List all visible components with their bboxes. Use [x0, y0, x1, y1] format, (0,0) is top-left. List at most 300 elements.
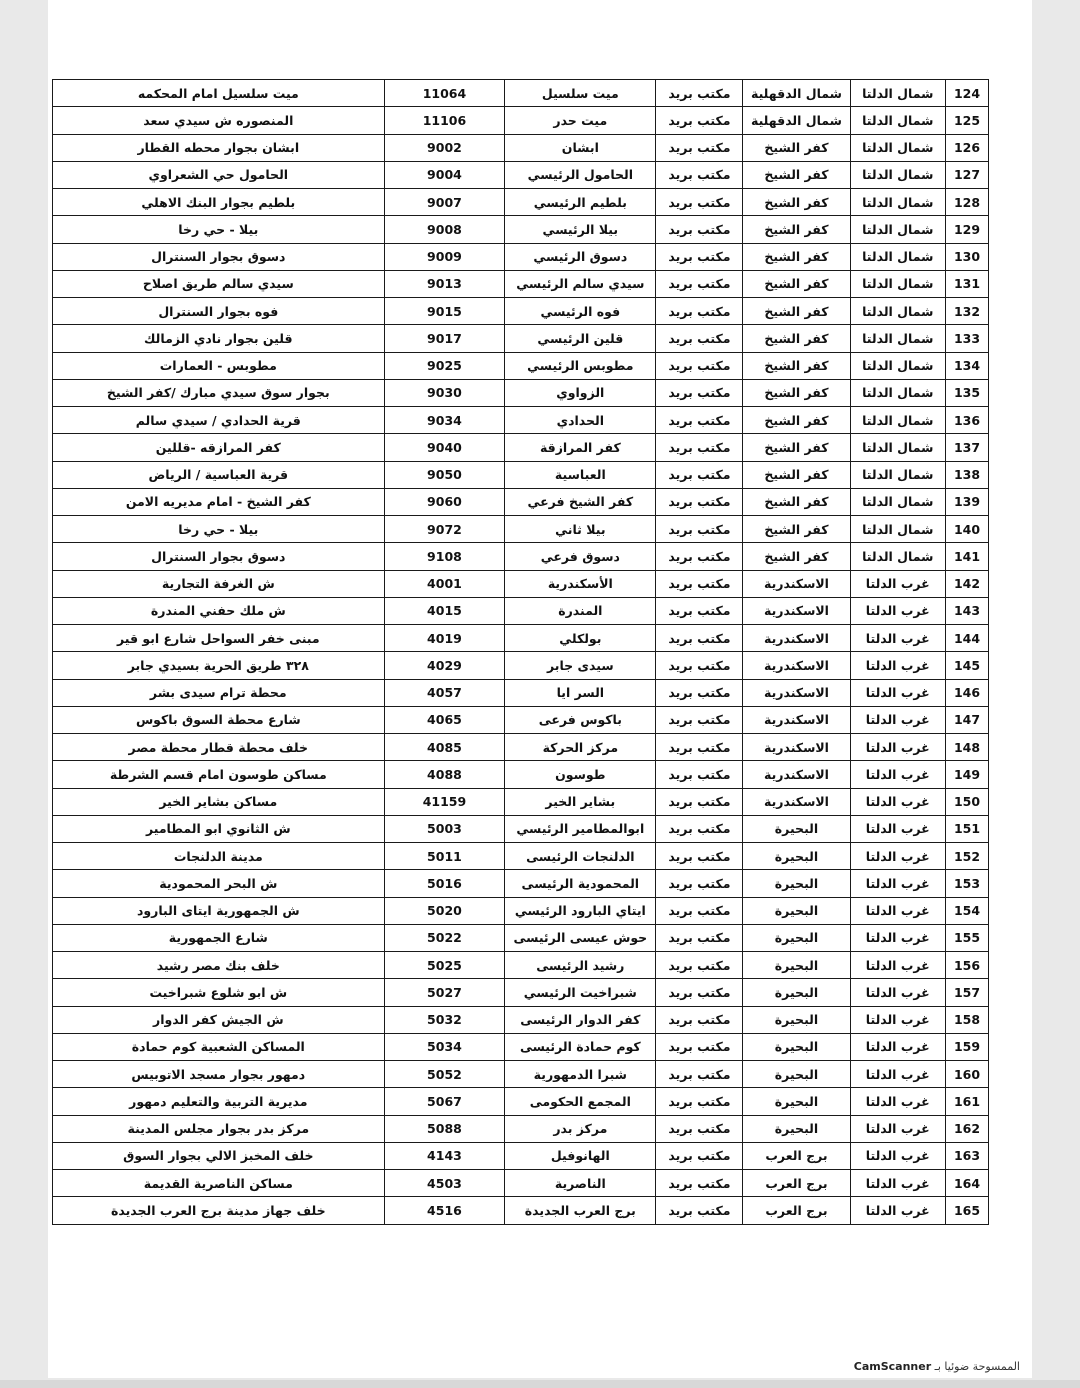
governorate-cell: شمال الدقهلية	[743, 80, 850, 107]
office-code-cell: 9072	[384, 516, 505, 543]
table-row	[53, 1170, 989, 1197]
region-cell: غرب الدلتا	[850, 843, 945, 870]
table-row	[53, 1197, 989, 1224]
office-name-cell: كفر الدوار الرئيسى	[505, 1006, 656, 1033]
row-number-cell: 145	[945, 652, 988, 679]
governorate-cell: برج العرب	[743, 1170, 850, 1197]
row-number-cell: 144	[945, 625, 988, 652]
table-row	[53, 325, 989, 352]
row-number-cell: 165	[945, 1197, 988, 1224]
bottom-strip	[0, 1380, 1080, 1388]
region-cell: شمال الدلتا	[850, 80, 945, 107]
row-number-cell: 163	[945, 1142, 988, 1169]
table-row	[53, 434, 989, 461]
office-type-cell: مكتب بريد	[656, 679, 743, 706]
office-code-cell: 9034	[384, 407, 505, 434]
row-number-cell: 158	[945, 1006, 988, 1033]
region-cell: شمال الدلتا	[850, 461, 945, 488]
address-cell: دسوق بجوار السنترال	[53, 543, 385, 570]
address-cell: مبنى خفر السواحل شارع ابو قير	[53, 625, 385, 652]
office-name-cell: الزواوي	[505, 379, 656, 406]
region-cell: شمال الدلتا	[850, 543, 945, 570]
address-cell: ابشان بجوار محطه القطار	[53, 134, 385, 161]
office-type-cell: مكتب بريد	[656, 815, 743, 842]
governorate-cell: كفر الشيخ	[743, 434, 850, 461]
governorate-cell: كفر الشيخ	[743, 189, 850, 216]
region-cell: غرب الدلتا	[850, 979, 945, 1006]
office-name-cell: ابشان	[505, 134, 656, 161]
region-cell: غرب الدلتا	[850, 706, 945, 733]
row-number-cell: 152	[945, 843, 988, 870]
office-code-cell: 9007	[384, 189, 505, 216]
address-cell: فوه بجوار السنترال	[53, 298, 385, 325]
table-row	[53, 161, 989, 188]
address-cell: كفر المرازقه -قللين	[53, 434, 385, 461]
table-row	[53, 80, 989, 107]
region-cell: شمال الدلتا	[850, 189, 945, 216]
region-cell: شمال الدلتا	[850, 270, 945, 297]
table-row	[53, 897, 989, 924]
office-type-cell: مكتب بريد	[656, 1115, 743, 1142]
office-name-cell: مطوبس الرئيسي	[505, 352, 656, 379]
office-name-cell: بشاير الخير	[505, 788, 656, 815]
office-name-cell: المحمودية الرئيسى	[505, 870, 656, 897]
table-row	[53, 706, 989, 733]
region-cell: شمال الدلتا	[850, 434, 945, 461]
region-cell: غرب الدلتا	[850, 815, 945, 842]
governorate-cell: كفر الشيخ	[743, 488, 850, 515]
table-row	[53, 543, 989, 570]
office-name-cell: المندرة	[505, 597, 656, 624]
office-type-cell: مكتب بريد	[656, 325, 743, 352]
governorate-cell: البحيرة	[743, 952, 850, 979]
governorate-cell: برج العرب	[743, 1142, 850, 1169]
governorate-cell: كفر الشيخ	[743, 325, 850, 352]
table-row	[53, 570, 989, 597]
office-name-cell: ميت حدر	[505, 107, 656, 134]
office-type-cell: مكتب بريد	[656, 134, 743, 161]
row-number-cell: 151	[945, 815, 988, 842]
office-code-cell: 11106	[384, 107, 505, 134]
office-code-cell: 5032	[384, 1006, 505, 1033]
governorate-cell: كفر الشيخ	[743, 161, 850, 188]
address-cell: مساكن بشاير الخير	[53, 788, 385, 815]
governorate-cell: كفر الشيخ	[743, 134, 850, 161]
office-code-cell: 5022	[384, 924, 505, 951]
table-row	[53, 216, 989, 243]
region-cell: غرب الدلتا	[850, 734, 945, 761]
office-code-cell: 9009	[384, 243, 505, 270]
address-cell: ش الجيش كفر الدوار	[53, 1006, 385, 1033]
address-cell: شارع محطة السوق باكوس	[53, 706, 385, 733]
region-cell: شمال الدلتا	[850, 134, 945, 161]
address-cell: مطوبس - العمارات	[53, 352, 385, 379]
office-code-cell: 4065	[384, 706, 505, 733]
office-name-cell: ابوالمطامير الرئيسي	[505, 815, 656, 842]
row-number-cell: 139	[945, 488, 988, 515]
office-code-cell: 9025	[384, 352, 505, 379]
office-code-cell: 9017	[384, 325, 505, 352]
office-name-cell: شبراخيت الرئيسي	[505, 979, 656, 1006]
table-row	[53, 979, 989, 1006]
scanner-footer	[854, 1360, 1020, 1373]
office-type-cell: مكتب بريد	[656, 543, 743, 570]
row-number-cell: 130	[945, 243, 988, 270]
governorate-cell: البحيرة	[743, 1033, 850, 1060]
region-cell: غرب الدلتا	[850, 1170, 945, 1197]
row-number-cell: 164	[945, 1170, 988, 1197]
region-cell: غرب الدلتا	[850, 1197, 945, 1224]
office-type-cell: مكتب بريد	[656, 488, 743, 515]
office-type-cell: مكتب بريد	[656, 706, 743, 733]
office-type-cell: مكتب بريد	[656, 461, 743, 488]
address-cell: خلف جهاز مدينة برج العرب الجديدة	[53, 1197, 385, 1224]
office-type-cell: مكتب بريد	[656, 734, 743, 761]
region-cell: غرب الدلتا	[850, 1088, 945, 1115]
office-type-cell: مكتب بريد	[656, 1006, 743, 1033]
region-cell: غرب الدلتا	[850, 952, 945, 979]
office-name-cell: الحامول الرئيسي	[505, 161, 656, 188]
office-code-cell: 5025	[384, 952, 505, 979]
office-type-cell: مكتب بريد	[656, 270, 743, 297]
region-cell: شمال الدلتا	[850, 407, 945, 434]
governorate-cell: الاسكندرية	[743, 652, 850, 679]
table-row	[53, 597, 989, 624]
address-cell: مديرية التربية والتعليم دمهور	[53, 1088, 385, 1115]
table-row	[53, 407, 989, 434]
office-type-cell: مكتب بريد	[656, 625, 743, 652]
office-type-cell: مكتب بريد	[656, 788, 743, 815]
table-row	[53, 1006, 989, 1033]
office-code-cell: 4001	[384, 570, 505, 597]
office-code-cell: 9015	[384, 298, 505, 325]
address-cell: الحامول حي الشعراوي	[53, 161, 385, 188]
region-cell: شمال الدلتا	[850, 216, 945, 243]
office-name-cell: حوش عيسى الرئيسى	[505, 924, 656, 951]
region-cell: غرب الدلتا	[850, 625, 945, 652]
governorate-cell: البحيرة	[743, 815, 850, 842]
office-code-cell: 41159	[384, 788, 505, 815]
address-cell: مركز بدر بجوار مجلس المدينة	[53, 1115, 385, 1142]
office-name-cell: طوسون	[505, 761, 656, 788]
governorate-cell: البحيرة	[743, 1061, 850, 1088]
address-cell: محطة ترام سيدى بشر	[53, 679, 385, 706]
row-number-cell: 156	[945, 952, 988, 979]
address-cell: بيلا - حي رخا	[53, 216, 385, 243]
office-name-cell: باكوس فرعى	[505, 706, 656, 733]
row-number-cell: 150	[945, 788, 988, 815]
footer-prefix: الممسوحة ضوئيا بـ	[934, 1360, 1020, 1373]
address-cell: قرية الحدادي / سيدي سالم	[53, 407, 385, 434]
region-cell: غرب الدلتا	[850, 1006, 945, 1033]
office-code-cell: 5034	[384, 1033, 505, 1060]
office-name-cell: شبرا الدمهورية	[505, 1061, 656, 1088]
table-row	[53, 924, 989, 951]
governorate-cell: كفر الشيخ	[743, 216, 850, 243]
post-offices-table	[52, 79, 989, 1225]
office-name-cell: رشيد الرئيسى	[505, 952, 656, 979]
table-row	[53, 1088, 989, 1115]
office-name-cell: الناصرية	[505, 1170, 656, 1197]
governorate-cell: كفر الشيخ	[743, 270, 850, 297]
office-type-cell: مكتب بريد	[656, 379, 743, 406]
table-row	[53, 107, 989, 134]
row-number-cell: 126	[945, 134, 988, 161]
governorate-cell: الاسكندرية	[743, 761, 850, 788]
office-name-cell: فوه الرئيسي	[505, 298, 656, 325]
region-cell: شمال الدلتا	[850, 107, 945, 134]
row-number-cell: 161	[945, 1088, 988, 1115]
table-row	[53, 734, 989, 761]
address-cell: ش البحر المحمودية	[53, 870, 385, 897]
table-row	[53, 870, 989, 897]
office-type-cell: مكتب بريد	[656, 924, 743, 951]
address-cell: كفر الشيخ - امام مديريه الامن	[53, 488, 385, 515]
row-number-cell: 147	[945, 706, 988, 733]
table-row	[53, 761, 989, 788]
governorate-cell: الاسكندرية	[743, 570, 850, 597]
governorate-cell: كفر الشيخ	[743, 298, 850, 325]
address-cell: المنصوره ش سيدي سعد	[53, 107, 385, 134]
office-code-cell: 5011	[384, 843, 505, 870]
row-number-cell: 138	[945, 461, 988, 488]
table-row	[53, 788, 989, 815]
office-code-cell: 11064	[384, 80, 505, 107]
post-offices-table-container	[52, 79, 989, 1225]
region-cell: غرب الدلتا	[850, 597, 945, 624]
row-number-cell: 160	[945, 1061, 988, 1088]
row-number-cell: 143	[945, 597, 988, 624]
office-type-cell: مكتب بريد	[656, 1170, 743, 1197]
office-type-cell: مكتب بريد	[656, 352, 743, 379]
office-type-cell: مكتب بريد	[656, 161, 743, 188]
row-number-cell: 128	[945, 189, 988, 216]
address-cell: ميت سلسيل امام المحكمه	[53, 80, 385, 107]
office-code-cell: 9108	[384, 543, 505, 570]
table-row	[53, 298, 989, 325]
region-cell: غرب الدلتا	[850, 652, 945, 679]
region-cell: شمال الدلتا	[850, 516, 945, 543]
region-cell: غرب الدلتا	[850, 1115, 945, 1142]
region-cell: غرب الدلتا	[850, 1033, 945, 1060]
office-name-cell: بيلا ثاني	[505, 516, 656, 543]
office-code-cell: 9040	[384, 434, 505, 461]
governorate-cell: البحيرة	[743, 1006, 850, 1033]
region-cell: شمال الدلتا	[850, 161, 945, 188]
row-number-cell: 141	[945, 543, 988, 570]
office-name-cell: ميت سلسيل	[505, 80, 656, 107]
office-name-cell: بولكلي	[505, 625, 656, 652]
office-name-cell: الحدادي	[505, 407, 656, 434]
row-number-cell: 154	[945, 897, 988, 924]
governorate-cell: برج العرب	[743, 1197, 850, 1224]
region-cell: شمال الدلتا	[850, 352, 945, 379]
row-number-cell: 140	[945, 516, 988, 543]
office-type-cell: مكتب بريد	[656, 407, 743, 434]
office-name-cell: بيلا الرئيسي	[505, 216, 656, 243]
address-cell: المساكن الشعبية كوم حمادة	[53, 1033, 385, 1060]
office-code-cell: 5027	[384, 979, 505, 1006]
office-type-cell: مكتب بريد	[656, 1061, 743, 1088]
governorate-cell: البحيرة	[743, 924, 850, 951]
region-cell: غرب الدلتا	[850, 679, 945, 706]
office-name-cell: قلين الرئيسي	[505, 325, 656, 352]
row-number-cell: 137	[945, 434, 988, 461]
row-number-cell: 142	[945, 570, 988, 597]
governorate-cell: كفر الشيخ	[743, 379, 850, 406]
office-name-cell: دسوق الرئيسي	[505, 243, 656, 270]
row-number-cell: 132	[945, 298, 988, 325]
region-cell: شمال الدلتا	[850, 488, 945, 515]
office-name-cell: الدلنجات الرئيسى	[505, 843, 656, 870]
office-type-cell: مكتب بريد	[656, 761, 743, 788]
governorate-cell: كفر الشيخ	[743, 516, 850, 543]
governorate-cell: البحيرة	[743, 1115, 850, 1142]
office-name-cell: العباسية	[505, 461, 656, 488]
table-body	[53, 80, 989, 1225]
office-name-cell: مركز الحركة	[505, 734, 656, 761]
address-cell: مساكن الناصرية القديمة	[53, 1170, 385, 1197]
table-row	[53, 625, 989, 652]
address-cell: ٣٢٨ طريق الحرية بسيدي جابر	[53, 652, 385, 679]
address-cell: ش الجمهورية ايتاى البارود	[53, 897, 385, 924]
office-type-cell: مكتب بريد	[656, 107, 743, 134]
region-cell: غرب الدلتا	[850, 924, 945, 951]
table-row	[53, 679, 989, 706]
row-number-cell: 162	[945, 1115, 988, 1142]
row-number-cell: 149	[945, 761, 988, 788]
office-code-cell: 5088	[384, 1115, 505, 1142]
governorate-cell: الاسكندرية	[743, 679, 850, 706]
office-type-cell: مكتب بريد	[656, 1088, 743, 1115]
row-number-cell: 148	[945, 734, 988, 761]
office-name-cell: سيدي سالم الرئيسي	[505, 270, 656, 297]
office-type-cell: مكتب بريد	[656, 652, 743, 679]
table-row	[53, 952, 989, 979]
row-number-cell: 155	[945, 924, 988, 951]
office-code-cell: 5003	[384, 815, 505, 842]
office-code-cell: 4019	[384, 625, 505, 652]
office-type-cell: مكتب بريد	[656, 952, 743, 979]
table-row	[53, 815, 989, 842]
table-row	[53, 270, 989, 297]
table-row	[53, 1142, 989, 1169]
address-cell: بجوار سوق سيدي مبارك /كفر الشيخ	[53, 379, 385, 406]
table-row	[53, 488, 989, 515]
office-code-cell: 9060	[384, 488, 505, 515]
office-name-cell: سيدى جابر	[505, 652, 656, 679]
office-name-cell: الأسكندرية	[505, 570, 656, 597]
office-type-cell: مكتب بريد	[656, 434, 743, 461]
row-number-cell: 124	[945, 80, 988, 107]
office-type-cell: مكتب بريد	[656, 870, 743, 897]
address-cell: ش الغرفة التجارية	[53, 570, 385, 597]
row-number-cell: 131	[945, 270, 988, 297]
address-cell: دمهور بجوار مسجد الاتوبيس	[53, 1061, 385, 1088]
office-name-cell: كفر الشيخ فرعي	[505, 488, 656, 515]
address-cell: دسوق بجوار السنترال	[53, 243, 385, 270]
office-code-cell: 9004	[384, 161, 505, 188]
table-row	[53, 1033, 989, 1060]
governorate-cell: كفر الشيخ	[743, 407, 850, 434]
office-code-cell: 4088	[384, 761, 505, 788]
office-type-cell: مكتب بريد	[656, 243, 743, 270]
office-type-cell: مكتب بريد	[656, 979, 743, 1006]
office-code-cell: 9050	[384, 461, 505, 488]
address-cell: قرية العباسية / الرياض	[53, 461, 385, 488]
address-cell: سيدي سالم طريق اصلاح	[53, 270, 385, 297]
office-code-cell: 4085	[384, 734, 505, 761]
row-number-cell: 134	[945, 352, 988, 379]
office-name-cell: ايتاي البارود الرئيسي	[505, 897, 656, 924]
office-code-cell: 5067	[384, 1088, 505, 1115]
office-type-cell: مكتب بريد	[656, 1197, 743, 1224]
row-number-cell: 129	[945, 216, 988, 243]
office-type-cell: مكتب بريد	[656, 1142, 743, 1169]
office-code-cell: 4057	[384, 679, 505, 706]
row-number-cell: 157	[945, 979, 988, 1006]
office-name-cell: دسوق فرعي	[505, 543, 656, 570]
office-name-cell: السر ايا	[505, 679, 656, 706]
governorate-cell: البحيرة	[743, 1088, 850, 1115]
address-cell: بلطيم بجوار البنك الاهلي	[53, 189, 385, 216]
office-name-cell: الهانوفيل	[505, 1142, 656, 1169]
table-row	[53, 1061, 989, 1088]
office-code-cell: 4516	[384, 1197, 505, 1224]
office-code-cell: 5016	[384, 870, 505, 897]
address-cell: مساكن طوسون امام قسم الشرطة	[53, 761, 385, 788]
office-type-cell: مكتب بريد	[656, 80, 743, 107]
office-code-cell: 4015	[384, 597, 505, 624]
table-row	[53, 461, 989, 488]
governorate-cell: شمال الدقهلية	[743, 107, 850, 134]
table-row	[53, 379, 989, 406]
office-type-cell: مكتب بريد	[656, 897, 743, 924]
table-row	[53, 843, 989, 870]
office-type-cell: مكتب بريد	[656, 1033, 743, 1060]
office-name-cell: برج العرب الجديدة	[505, 1197, 656, 1224]
office-code-cell: 5052	[384, 1061, 505, 1088]
row-number-cell: 146	[945, 679, 988, 706]
governorate-cell: البحيرة	[743, 843, 850, 870]
office-type-cell: مكتب بريد	[656, 570, 743, 597]
table-row	[53, 516, 989, 543]
table-row	[53, 652, 989, 679]
address-cell: قلين بجوار نادي الزمالك	[53, 325, 385, 352]
region-cell: غرب الدلتا	[850, 761, 945, 788]
office-name-cell: مركز بدر	[505, 1115, 656, 1142]
table-row	[53, 352, 989, 379]
address-cell: بيلا - حي رخا	[53, 516, 385, 543]
region-cell: شمال الدلتا	[850, 298, 945, 325]
governorate-cell: الاسكندرية	[743, 734, 850, 761]
address-cell: خلف بنك مصر رشيد	[53, 952, 385, 979]
governorate-cell: الاسكندرية	[743, 788, 850, 815]
office-type-cell: مكتب بريد	[656, 516, 743, 543]
row-number-cell: 127	[945, 161, 988, 188]
table-row	[53, 243, 989, 270]
row-number-cell: 133	[945, 325, 988, 352]
region-cell: شمال الدلتا	[850, 243, 945, 270]
address-cell: ش ملك حفني المندرة	[53, 597, 385, 624]
row-number-cell: 135	[945, 379, 988, 406]
region-cell: غرب الدلتا	[850, 1142, 945, 1169]
address-cell: ش الثانوي ابو المطامير	[53, 815, 385, 842]
table-row	[53, 134, 989, 161]
region-cell: غرب الدلتا	[850, 870, 945, 897]
address-cell: خلف محطة قطار محطة مصر	[53, 734, 385, 761]
office-code-cell: 4143	[384, 1142, 505, 1169]
